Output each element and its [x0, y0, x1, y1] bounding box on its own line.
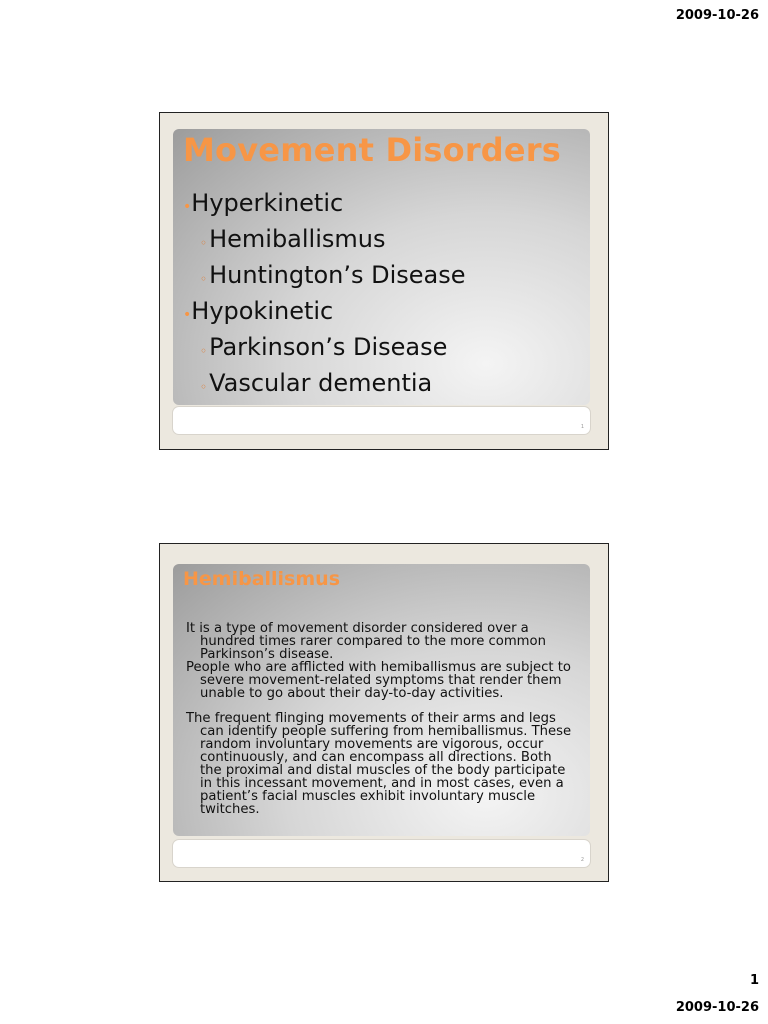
slide-thumbnail-1	[159, 112, 609, 450]
slide-footer-strip	[173, 840, 590, 867]
bullet-item: •Hypokinetic	[183, 297, 334, 325]
bullet-item: •Hyperkinetic	[183, 189, 344, 217]
slide-content-panel	[173, 564, 590, 836]
footer-date: 2009-10-26	[675, 1000, 759, 1015]
slide-number: 1	[580, 424, 584, 430]
sub-bullet-item: ◦Parkinson’s Disease	[200, 333, 448, 361]
slide-footer-strip	[173, 407, 590, 434]
sub-bullet-item: ◦Huntington’s Disease	[200, 261, 466, 289]
slide-title: Hemiballismus	[183, 568, 341, 590]
page-number: 1	[749, 973, 759, 988]
sub-bullet-circle-icon: ◦	[200, 344, 208, 358]
slide-title: Movement Disorders	[183, 131, 562, 169]
header-date: 2009-10-26	[675, 8, 759, 23]
bullet-list	[183, 187, 466, 403]
paragraph: People who are afflicted with hemiballismus are subject to severe movement-related symptoms that render them unable to go about their day-to-day activities.	[186, 660, 571, 701]
sub-bullet-circle-icon: ◦	[200, 272, 208, 286]
slide-number: 2	[580, 857, 584, 863]
slide-body-text	[186, 622, 576, 816]
bullet-dot-icon: •	[183, 307, 192, 323]
bullet-dot-icon: •	[183, 199, 192, 215]
paragraph: The frequent flinging movements of their arms and legs can identify people suffering from hemiballismus. These random involuntary movements are vigorous, occur continuously, and can encompass all directions. Both the proximal and distal muscles of the body participate in this incessant movement, and in most cases, even a patient’s facial muscles exhibit involuntary muscle twitches.	[186, 711, 572, 817]
sub-bullet-circle-icon: ◦	[200, 380, 208, 394]
sub-bullet-item: ◦Vascular dementia	[200, 369, 433, 397]
sub-bullet-circle-icon: ◦	[200, 236, 208, 250]
paragraph: It is a type of movement disorder considered over a hundred times rarer compared to the more common Parkinson’s disease.	[186, 621, 546, 662]
slide-content-panel	[173, 129, 590, 405]
slide-thumbnail-2	[159, 543, 609, 882]
sub-bullet-item: ◦Hemiballismus	[200, 225, 386, 253]
